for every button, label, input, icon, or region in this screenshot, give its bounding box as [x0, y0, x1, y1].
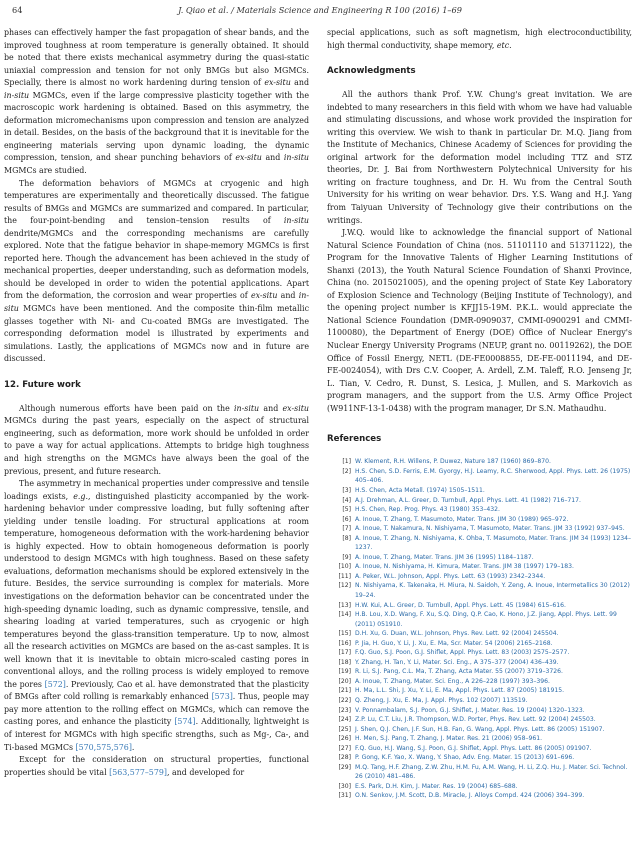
paragraph [327, 27, 632, 52]
reference-number: [4] [342, 496, 351, 504]
paragraph [4, 27, 309, 178]
reference-text[interactable]: Y. Zhang, H. Tan, Y. Li, Mater. Sci. Eng., A 375–377 (2004) 436–439. [355, 658, 559, 666]
reference-item[interactable] [327, 572, 632, 582]
right-column [327, 27, 632, 801]
text: and [277, 291, 299, 301]
italic-term: in-situ [4, 291, 309, 314]
reference-item[interactable] [327, 562, 632, 572]
citation-link[interactable]: [563,577–579] [109, 767, 167, 777]
reference-text[interactable]: H.S. Chen, Rep. Prog. Phys. 43 (1980) 353–432. [355, 506, 500, 514]
reference-number: [6] [342, 515, 351, 523]
text: . [131, 742, 135, 752]
acknowledgments-paragraph: All the authors thank Prof. Y.W. Chung's great invitation. We are indebted to many researchers in this field with whom we have had valuable and stimulating discussions, and whose work provided the inspiration for writing this overview. We wish to thank in particular Dr. M.Q. Jiang from the Institute of Mechanics, Chinese Academy of Sciences for providing the original artwork for the deformation model including TTZ and STZ theories, Dr. J. Bai from Northwestern Polytechnical University for his writing on fracture toughness, and Dr. H. Wu from the Central South University for his writing on wear behavior. Drs. Y.S. Wang and H.J. Yang from Taiyuan University of Technology give their contributions on the writings. [327, 90, 632, 225]
italic-term: etc. [496, 40, 512, 50]
references-heading: References [327, 434, 382, 445]
reference-text[interactable]: H.S. Chen, S.D. Ferris, E.M. Gyorgy, H.J. Leamy, R.C. Sherwood, Appl. Phys. Lett. 26 (1975) 405–406. [355, 467, 631, 485]
acknowledgments-paragraph: J.W.Q. would like to acknowledge the financial support of National Natural Science Foundation of China (nos. 51101110 and 51371122), the Program for the Innovative Talents of Higher Learning Institutions of Shanxi (2013), the Youth Natural Science Foundation of Shanxi Province, China (no. 2015021005), and the opening project of State Key Laboratory of Explosion Science and Technology (Beijing Institute of Technology), and the opening project number is KFJJ15-19M. P.K.L. would appreciate the National Science Foundation (DMR-0909037, CMMI-0900291 and CMMI-1100080), the Department of Energy (DOE) Office of Nuclear Energy's Nuclear Energy University Programs (NEUP, grant no. 00119262), the DOE Office of Fossil Energy, NETL (DE-FE0008855, DE-FE-0011194, and DE-FE-0024054), with Drs C.V. Cooper, A. Ardell, Z.M. Taleff, R.O. Jenseng Jr, L. Tian, V. Cedro, R. Dunst, S. Lesica, J. Mullen, and S. Markovich as program managers, and the support from the U.S. Army Office Project (W911NF-13-1-0438) with the program manager, Dr S.N. Mathaudhu. [327, 228, 632, 413]
text: and [259, 403, 283, 413]
reference-number: [27] [338, 744, 351, 752]
text: , distinguished plasticity accompanied by the work-hardening behavior under compressive loading, but fully softening after yielding under tensile loading. For structural applications at room temperature, homogeneous deformation with the work-hardening behavior is highly expected. How to obtain homogeneous deformation is poorly understood to design MGMCs with high toughness. Based on these safety evaluations, deformation mechanisms should be explored extensively in the future. Besides, the service surrounding is complex for materials. More investigations on the deformation behavior can be concentrated under the high-speeding dynamic loading, such as dynamic compressive, tensile, and shearing loading at varied temperatures, such as cryogenic or high temperatures beyond the glass-transition temperature. Up to now, almost all the research activities on MGMCs are based on the as-cast samples. It is well known that it is inevitable to obtain micro-scaled casting pores in conventional alloys, and the rolling process is widely employed to remove the pores [4, 491, 309, 689]
reference-text[interactable]: A. Inoue, T. Zhang, T. Masumoto, Mater. Trans. JIM 30 (1989) 965–972. [355, 515, 569, 523]
reference-item[interactable] [327, 639, 632, 649]
page-header [12, 5, 628, 19]
reference-text[interactable]: A. Peker, W.L. Johnson, Appl. Phys. Lett. 63 (1993) 2342–2344. [355, 572, 546, 580]
reference-item[interactable] [327, 782, 632, 792]
reference-text[interactable]: H.S. Chen, Acta Metall. (1974) 1505–1511. [355, 486, 485, 494]
reference-text[interactable]: M.Q. Tang, H.F. Zhang, Z.W. Zhu, H.M. Fu, A.M. Wang, H. Li, Z.Q. Hu, J. Mater. Sci. Technol. 26 (2010) 481–486. [355, 763, 628, 781]
reference-item[interactable] [327, 553, 632, 563]
reference-text[interactable]: P. Jia, H. Guo, Y. Li, J. Xu, E. Ma, Scr. Mater. 54 (2006) 2165–2168. [355, 639, 553, 647]
reference-number: [9] [342, 553, 351, 561]
reference-text[interactable]: A. Inoue, T. Zhang, Mater. Trans. JIM 36 (1995) 1184–1187. [355, 553, 534, 561]
reference-number: [1] [342, 458, 351, 466]
italic-term: ex-situ [282, 403, 309, 413]
reference-item[interactable] [327, 610, 632, 629]
italic-term: ex-situ [264, 78, 291, 88]
reference-text[interactable]: A. Inoue, T. Zhang, Mater. Sci. Eng., A 226–228 (1997) 393–396. [355, 677, 550, 685]
reference-item[interactable] [327, 524, 632, 534]
italic-term: in-situ [4, 90, 30, 100]
text: special applications, such as soft magnetism, high electroconductibility, high thermal conductivity, shape memory, [327, 28, 632, 50]
reference-number: [10] [338, 563, 351, 571]
citation-link[interactable]: [570,575,576] [75, 742, 132, 752]
paragraph [4, 178, 309, 366]
text: . Additionally, lightweight is of interest for MGMCs with high specific strengths, such as Mg-, Ca-, and Ti-based MGMCs [4, 717, 309, 752]
section-heading: 12. Future work [4, 379, 81, 390]
reference-item[interactable] [327, 715, 632, 725]
reference-text[interactable]: H. Men, S.J. Pang, T. Zhang, J. Mater. Res. 21 (2006) 958–961. [355, 735, 543, 743]
text: Although numerous efforts have been paid on the [19, 403, 235, 413]
reference-item[interactable] [327, 763, 632, 782]
reference-number: [8] [342, 534, 351, 542]
italic-term: e.g. [73, 491, 88, 501]
citation-link[interactable]: [574] [174, 717, 196, 727]
reference-number: [24] [338, 716, 351, 724]
reference-text[interactable]: H.B. Lou, X.D. Wang, F. Xu, S.Q. Ding, Q.P. Cao, K. Hono, J.Z. Jiang, Appl. Phys. Lett. 99 (2011) 051910. [355, 611, 617, 628]
reference-item[interactable] [327, 677, 632, 687]
italic-term: in-situ [234, 403, 260, 413]
running-head: J. Qiao et al. / Materials Science and Engineering R 100 (2016) 1–69 [178, 5, 462, 15]
reference-number: [19] [338, 668, 351, 676]
reference-text[interactable]: F.Q. Guo, H.J. Wang, S.J. Poon, G.J. Shiflet, Appl. Phys. Lett. 86 (2005) 091907. [355, 744, 592, 752]
reference-text[interactable]: V. Ponnambalam, S.J. Poon, G.J. Shiflet, J. Mater. Res. 19 (2004) 1320–1323. [355, 706, 585, 714]
text: phases can effectively hamper the fast propagation of shear bands, and the improved toughness at room temperature is generally obtained. It should be noted that there exists mechanical asymmetry during the quasi-static uniaxial compression and tension for not only BMGs but also MGMCs. Specially, there is almost no work hardening during tension of [4, 28, 309, 88]
text: dendrite/MGMCs and the corresponding mechanisms are carefully explored. Note that the fatigue behavior in shape-memory MGMCs is first reported here. Though the advancement has been achieved in the study of mechanical properties, deeper understanding, such as deformation models, should be developed in order to widen the potential applications. Apart from the deformation, the corrosion and wear properties of [4, 228, 309, 301]
reference-item[interactable] [327, 725, 632, 735]
reference-number: [2] [342, 467, 351, 475]
reference-item[interactable] [327, 496, 632, 506]
reference-item[interactable] [327, 658, 632, 668]
text: and [290, 78, 309, 88]
reference-text[interactable]: J. Shen, Q.J. Chen, J.F. Sun, H.B. Fan, G. Wang, Appl. Phys. Lett. 86 (2005) 151907. [355, 725, 605, 733]
reference-item[interactable] [327, 629, 632, 639]
paragraph [4, 754, 309, 779]
reference-text[interactable]: H. Ma, L.L. Shi, J. Xu, Y. Li, E. Ma, Appl. Phys. Lett. 87 (2005) 181915. [355, 687, 565, 695]
reference-text[interactable]: H.W. Kui, A.L. Greer, D. Turnbull, Appl. Phys. Lett. 45 (1984) 615–616. [355, 601, 566, 609]
text: . Thus, people may pay more attention to the rolling effect on MGMCs, which can remove the casting pores, and enhance the plasticity [4, 692, 309, 727]
reference-text[interactable]: Q. Zheng, J. Xu, E. Ma, J. Appl. Phys. 102 (2007) 113519. [355, 696, 528, 704]
reference-number: [18] [338, 658, 351, 666]
reference-text[interactable]: E.S. Park, D.H. Kim, J. Mater. Res. 19 (2004) 685–688. [355, 782, 518, 790]
reference-text[interactable]: R. Li, S.J. Pang, C.L. Ma, T. Zhang, Acta Mater. 55 (2007) 3719–3726. [355, 668, 563, 676]
paragraph [4, 478, 309, 754]
reference-text[interactable]: A. Inoue, T. Nakamura, N. Nishiyama, T. Masumoto, Mater. Trans. JIM 33 (1992) 937–945. [355, 525, 625, 533]
reference-item[interactable] [327, 696, 632, 706]
reference-number: [14] [338, 611, 351, 619]
reference-item[interactable] [327, 505, 632, 515]
reference-item[interactable] [327, 648, 632, 658]
reference-number: [22] [338, 696, 351, 704]
reference-number: [21] [338, 687, 351, 695]
text: MGMCs, even if the large compressive plasticity together with the macroscopic work hardening is obtained. Based on this asymmetry, the deformation micromechanisms upon compression and tension are analyzed in detail. Besides, on the basis of the background that it is inevitable for the engineering materials serving upon dynamic loading, the dynamic compression, tension, and shear punching behaviors of [4, 90, 309, 163]
reference-text[interactable]: Z.P. Lu, C.T. Liu, J.R. Thompson, W.D. Porter, Phys. Rev. Lett. 92 (2004) 245503. [355, 716, 596, 724]
acknowledgments-heading: Acknowledgments [327, 66, 416, 77]
reference-number: [12] [338, 582, 351, 590]
reference-number: [16] [338, 639, 351, 647]
reference-number: [17] [338, 649, 351, 657]
reference-item[interactable] [327, 706, 632, 716]
text: The deformation behaviors of MGMCs at cryogenic and high temperatures are experimentally and theoretically discussed. The fatigue results of BMGs and MGMCs are summarized and compared. In particular, the four-point-bending and tension–tension results of [4, 178, 309, 226]
reference-text[interactable]: N. Nishiyama, K. Takenaka, H. Miura, N. Saidoh, Y. Zeng, A. Inoue, Intermetallics 30 (2012) 19–24. [355, 582, 630, 599]
reference-item[interactable] [327, 734, 632, 744]
italic-term: in-situ [283, 216, 309, 226]
reference-list [327, 457, 632, 801]
reference-text[interactable]: O.N. Senkov, J.M. Scott, D.B. Miracle, J. Alloys Compd. 424 (2006) 394–399. [355, 792, 585, 800]
reference-text[interactable]: P. Gong, K.F. Yao, X. Wang, Y. Shao, Adv. Eng. Mater. 15 (2013) 691–696. [355, 754, 575, 762]
reference-number: [13] [338, 601, 351, 609]
text: . Previously, Cao et al. have demonstrated that the plasticity of BMGs after cold rolling is remarkably enhanced [4, 679, 309, 702]
text: MGMCs are studied. [4, 166, 87, 176]
reference-item[interactable] [327, 601, 632, 611]
italic-term: ex-situ [235, 153, 262, 163]
reference-text[interactable]: F.Q. Guo, S.J. Poon, G.J. Shiflet, Appl. Phys. Lett. 83 (2003) 2575–2577. [355, 649, 570, 657]
reference-text[interactable]: W. Klement, R.H. Willens, P. Duwez, Nature 187 (1960) 869–870. [355, 458, 551, 466]
text: , and developed for [166, 767, 245, 777]
reference-item[interactable] [327, 791, 632, 801]
reference-number: [29] [338, 763, 351, 771]
reference-number: [15] [338, 630, 351, 638]
page-number: 64 [12, 5, 23, 15]
text: Except for the consideration on structural properties, functional properties should be vital [4, 755, 309, 777]
reference-number: [28] [338, 754, 351, 762]
reference-number: [7] [342, 525, 351, 533]
reference-number: [11] [338, 572, 351, 580]
reference-item[interactable] [327, 486, 632, 496]
citation-link[interactable]: [573] [211, 692, 233, 702]
reference-text[interactable]: A. Inoue, N. Nishiyama, H. Kimura, Mater. Trans. JIM 38 (1997) 179–183. [355, 563, 574, 571]
italic-term: in-situ [283, 153, 309, 163]
reference-text[interactable]: D.H. Xu, G. Duan, W.L. Johnson, Phys. Rev. Lett. 92 (2004) 245504. [355, 630, 559, 638]
reference-number: [30] [338, 782, 351, 790]
reference-number: [25] [338, 725, 351, 733]
reference-item[interactable] [327, 686, 632, 696]
reference-number: [31] [338, 792, 351, 800]
reference-item[interactable] [327, 744, 632, 754]
reference-number: [26] [338, 735, 351, 743]
text: MGMCs during the past years, especially on the aspect of structural engineering, such as deformation, more work should be unfolded in order to pave a way for actual applications. Attempts to bridge high toughness and high strengths on the MGMCs have always been the goal of the previous, present, and future research. [4, 416, 309, 476]
reference-item[interactable] [327, 667, 632, 677]
reference-item[interactable] [327, 515, 632, 525]
italic-term: ex-situ [250, 291, 278, 301]
reference-number: [23] [338, 706, 351, 714]
reference-number: [3] [342, 486, 351, 494]
reference-item[interactable] [327, 753, 632, 763]
text: MGMCs have been mentioned. And the composite thin-film metallic glasses together with Ni- and Cu-coated BMGs are investigated. The corresponding deformation model is illustrated by experiments and simulations. Lastly, the applications of MGMCs now and in future are discussed. [4, 304, 309, 364]
text: and [261, 153, 284, 163]
reference-number: [5] [342, 506, 351, 514]
reference-item[interactable] [327, 534, 632, 553]
citation-link[interactable]: [572] [44, 679, 66, 689]
reference-text[interactable]: A. Inoue, T. Zhang, N. Nishiyama, K. Ohba, T. Masumoto, Mater. Trans. JIM 34 (1993) 1234–1237. [355, 534, 632, 552]
reference-item[interactable] [327, 581, 632, 600]
paragraph [4, 403, 309, 478]
reference-item[interactable] [327, 457, 632, 467]
text: The asymmetry in mechanical properties under compressive and tensile loadings exists, [4, 479, 309, 501]
reference-number: [20] [338, 677, 351, 685]
reference-item[interactable] [327, 467, 632, 486]
reference-text[interactable]: A.J. Drehman, A.L. Greer, D. Turnbull, Appl. Phys. Lett. 41 (1982) 716–717. [355, 496, 581, 504]
left-column [4, 27, 309, 779]
